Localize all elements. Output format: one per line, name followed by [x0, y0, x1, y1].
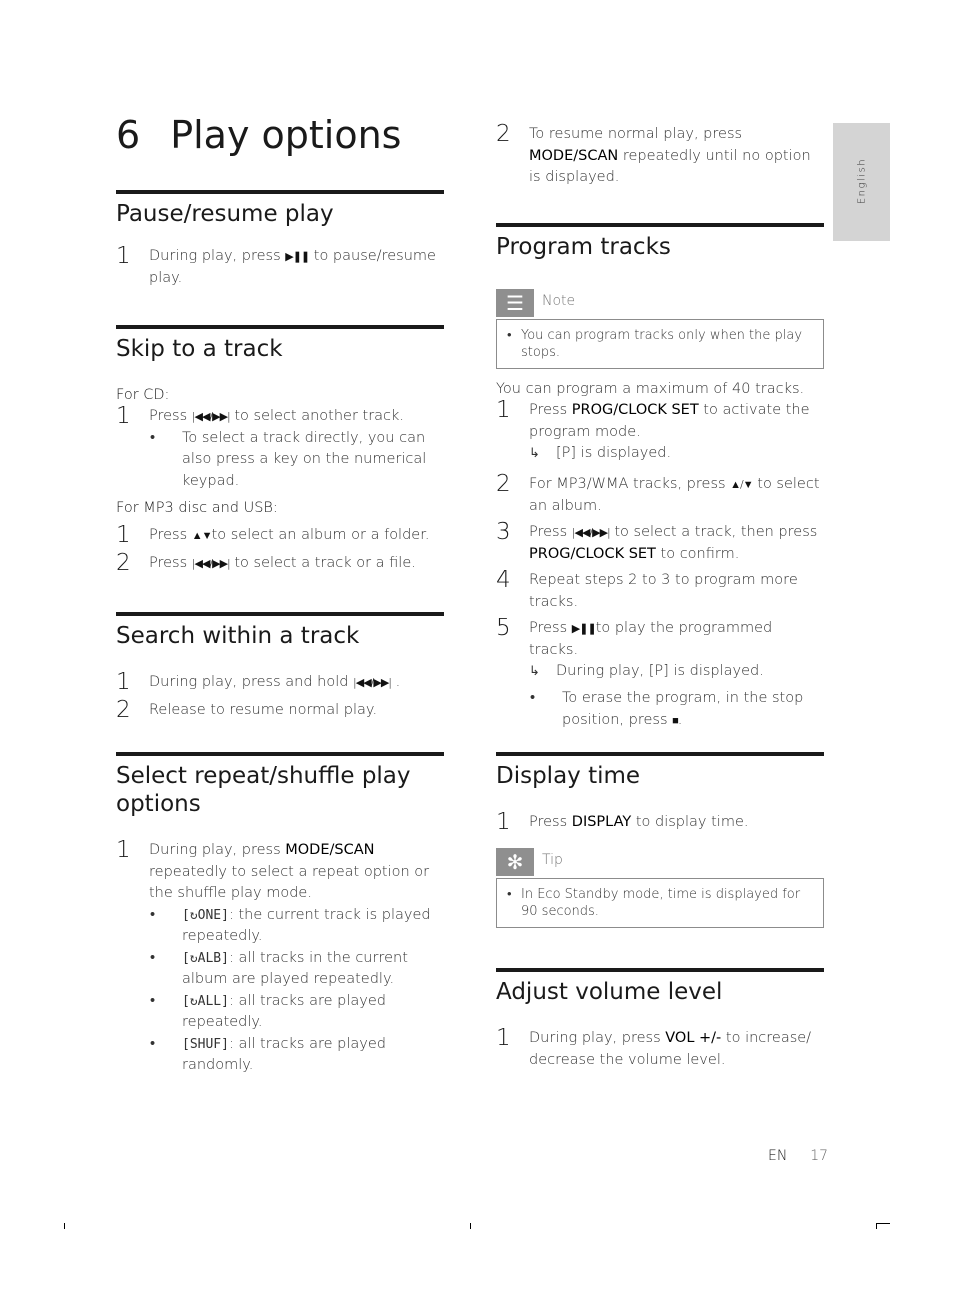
step-text: During play, press: [529, 1030, 666, 1046]
key-label: PROG/CLOCK SET: [571, 402, 699, 418]
section-pause: [116, 190, 444, 289]
bullet-text: To erase the program, in the stop position, press: [562, 690, 804, 728]
note-box: • You can program tracks only when the play stops.: [496, 319, 824, 369]
bullet-text: : all tracks are played randomly.: [182, 1035, 386, 1073]
step-text: to confirm.: [655, 545, 740, 562]
step: [496, 471, 824, 517]
section-title: Display time: [496, 763, 641, 789]
crop-mark: [470, 1223, 471, 1229]
sub-label: For CD:: [116, 387, 170, 403]
tip-header: [496, 848, 824, 874]
step-text: to play the programmed tracks.: [529, 620, 773, 658]
step-text: For MP3/WMA tracks, press: [529, 476, 731, 492]
up-down-icon: ▲/▼: [730, 478, 753, 491]
bullet-text: To select a track directly, you can also press a key on the numerical keypad.: [182, 429, 427, 489]
key-label: DISPLAY: [571, 814, 632, 830]
play-pause-icon: ▶❚❚: [285, 250, 310, 263]
step-text: to select another track.: [229, 408, 405, 424]
crop-mark: [876, 1223, 890, 1224]
step-text: to select a track or a file.: [229, 554, 416, 571]
section-title: Pause/resume play: [116, 201, 334, 227]
step-text: repeatedly until no option is displayed.: [529, 147, 811, 185]
section-search: [116, 612, 444, 721]
step-number: 1: [116, 243, 131, 269]
section-skip: [116, 325, 444, 574]
prev-next-icon: |◀◀/▶▶|: [191, 556, 230, 570]
tip-label: Tip: [542, 851, 563, 868]
key-label: MODE/SCAN: [529, 147, 619, 164]
language-tab: [833, 123, 890, 241]
step-number: 1: [496, 809, 511, 835]
bullet-text: : the current track is played repeatedly.: [182, 906, 431, 944]
result-text: [P] is displayed.: [556, 445, 672, 461]
step-text: .: [391, 674, 401, 690]
section-program: [496, 223, 824, 731]
step-number: 3: [496, 519, 511, 545]
up-down-icon: ▲▼: [191, 529, 212, 542]
step: [116, 696, 444, 723]
key-label: PROG/CLOCK SET: [529, 545, 656, 562]
chapter-heading: [116, 113, 401, 157]
footer-language: EN: [768, 1148, 788, 1164]
step: [116, 837, 444, 905]
result-arrow-icon: ↳: [529, 664, 540, 679]
result: [496, 443, 824, 464]
note-header: [496, 289, 824, 315]
step-number: 1: [116, 403, 131, 429]
section-title: Program tracks: [496, 234, 671, 260]
step-text: During play, press: [149, 842, 286, 858]
step-text: to select a track, then press: [609, 524, 818, 540]
prev-next-icon: |◀◀/▶▶|: [353, 676, 392, 689]
step: [496, 519, 824, 565]
step: [496, 567, 824, 613]
step-number: 1: [496, 1025, 511, 1051]
step: [116, 243, 444, 289]
tip-text: In Eco Standby mode, time is displayed for 90 seconds.: [521, 886, 801, 919]
step-number: 2: [496, 471, 511, 497]
section-display: [496, 752, 824, 928]
bullet: • [↻ALB]: all tracks in the current album are played repeatedly.: [150, 949, 408, 987]
step-text: to pause/resume play.: [149, 248, 436, 286]
step: [116, 522, 444, 548]
display-code: [↻ALB]: [182, 950, 229, 966]
step-text: Press: [149, 554, 192, 571]
step-text: Release to resume normal play.: [149, 701, 378, 718]
step-number: 1: [116, 669, 131, 695]
step-text: to increase/ decrease the volume level.: [529, 1030, 812, 1068]
chapter-title: Play options: [170, 113, 402, 157]
stop-icon: ■: [672, 713, 678, 727]
step-text: During play, press: [149, 248, 286, 264]
display-code: [SHUF]: [182, 1036, 229, 1052]
section-repeat: [116, 752, 444, 1077]
bullet-text: : all tracks in the current album are played repeatedly.: [182, 949, 408, 987]
note-text: You can program tracks only when the play stops.: [521, 328, 803, 360]
prev-next-icon: |◀◀/▶▶|: [191, 410, 230, 423]
step-text: Press: [529, 524, 572, 540]
step: [496, 809, 824, 835]
section-title: Adjust volume level: [496, 979, 723, 1005]
bullet: • [SHUF]: all tracks are played randomly.: [150, 1035, 386, 1073]
step-text: Repeat steps 2 to 3 to program more tracks.: [529, 572, 798, 610]
language-tab-label: English: [856, 157, 867, 205]
step: [116, 669, 444, 695]
step-text: to select an album or a folder.: [211, 527, 430, 543]
step: [116, 403, 444, 429]
step-number: 2: [116, 549, 131, 576]
bullet-text: .: [677, 711, 683, 728]
step-text: to select an album.: [529, 476, 820, 514]
section-title: Select repeat/shuffle play options: [116, 763, 411, 817]
result: [496, 661, 824, 682]
key-label: VOL +/-: [665, 1030, 722, 1046]
tip-box: • In Eco Standby mode, time is displayed for 90 seconds.: [496, 878, 824, 928]
step-text: to display time.: [631, 814, 749, 830]
step-text: Press: [149, 408, 192, 424]
step: [496, 615, 824, 661]
page-footer: [768, 1148, 828, 1164]
step-number: 1: [116, 522, 131, 548]
step-text: During play, press and hold: [149, 674, 354, 690]
step-text: Press: [529, 402, 572, 418]
section-volume: [496, 968, 824, 1071]
step-number: 2: [116, 696, 131, 723]
prev-next-icon: |◀◀/▶▶|: [571, 526, 610, 539]
step-number: 1: [496, 397, 511, 423]
result-arrow-icon: ↳: [529, 446, 540, 461]
play-pause-icon: ▶❚❚: [571, 622, 596, 635]
bullet: • [↻ALL]: all tracks are played repeatedly.: [150, 992, 386, 1030]
result-text: During play, [P] is displayed.: [556, 663, 764, 679]
note-icon: ☰: [496, 289, 534, 317]
note-label: Note: [542, 293, 576, 309]
page-number: 17: [810, 1148, 829, 1164]
step-text: Press: [529, 814, 572, 830]
crop-mark: [876, 1223, 877, 1229]
step-text: to activate the program mode.: [529, 402, 810, 440]
step: [496, 121, 824, 189]
display-code: [↻ONE]: [182, 907, 229, 923]
bullet: • To erase the program, in the stop position, press ■.: [530, 690, 804, 728]
step-text: Press: [149, 527, 192, 543]
step: [496, 397, 824, 443]
key-label: MODE/SCAN: [285, 842, 375, 858]
step-text: Press: [529, 620, 572, 636]
chapter-number: 6: [116, 113, 141, 157]
tip-icon: ✻: [496, 848, 534, 876]
bullet: • [↻ONE]: the current track is played repeatedly.: [150, 906, 431, 944]
crop-mark: [64, 1223, 65, 1229]
sub-label: For MP3 disc and USB:: [116, 500, 278, 516]
section-title: Skip to a track: [116, 336, 283, 362]
step-number: 1: [116, 837, 131, 863]
step-number: 5: [496, 615, 511, 641]
intro-text: You can program a maximum of 40 tracks.: [496, 381, 805, 397]
step-text: repeatedly to select a repeat option or the shuffle play mode.: [149, 863, 430, 901]
display-code: [↻ALL]: [182, 993, 229, 1009]
section-title: Search within a track: [116, 623, 360, 649]
bullet: • To select a track directly, you can also press a key on the numerical keypad.: [150, 429, 427, 489]
step-number: 4: [496, 567, 511, 593]
step-number: 2: [496, 121, 511, 147]
step: [496, 1025, 824, 1071]
step-text: To resume normal play, press: [529, 126, 743, 142]
bullet-text: : all tracks are played repeatedly.: [182, 992, 386, 1030]
step: [116, 549, 444, 576]
